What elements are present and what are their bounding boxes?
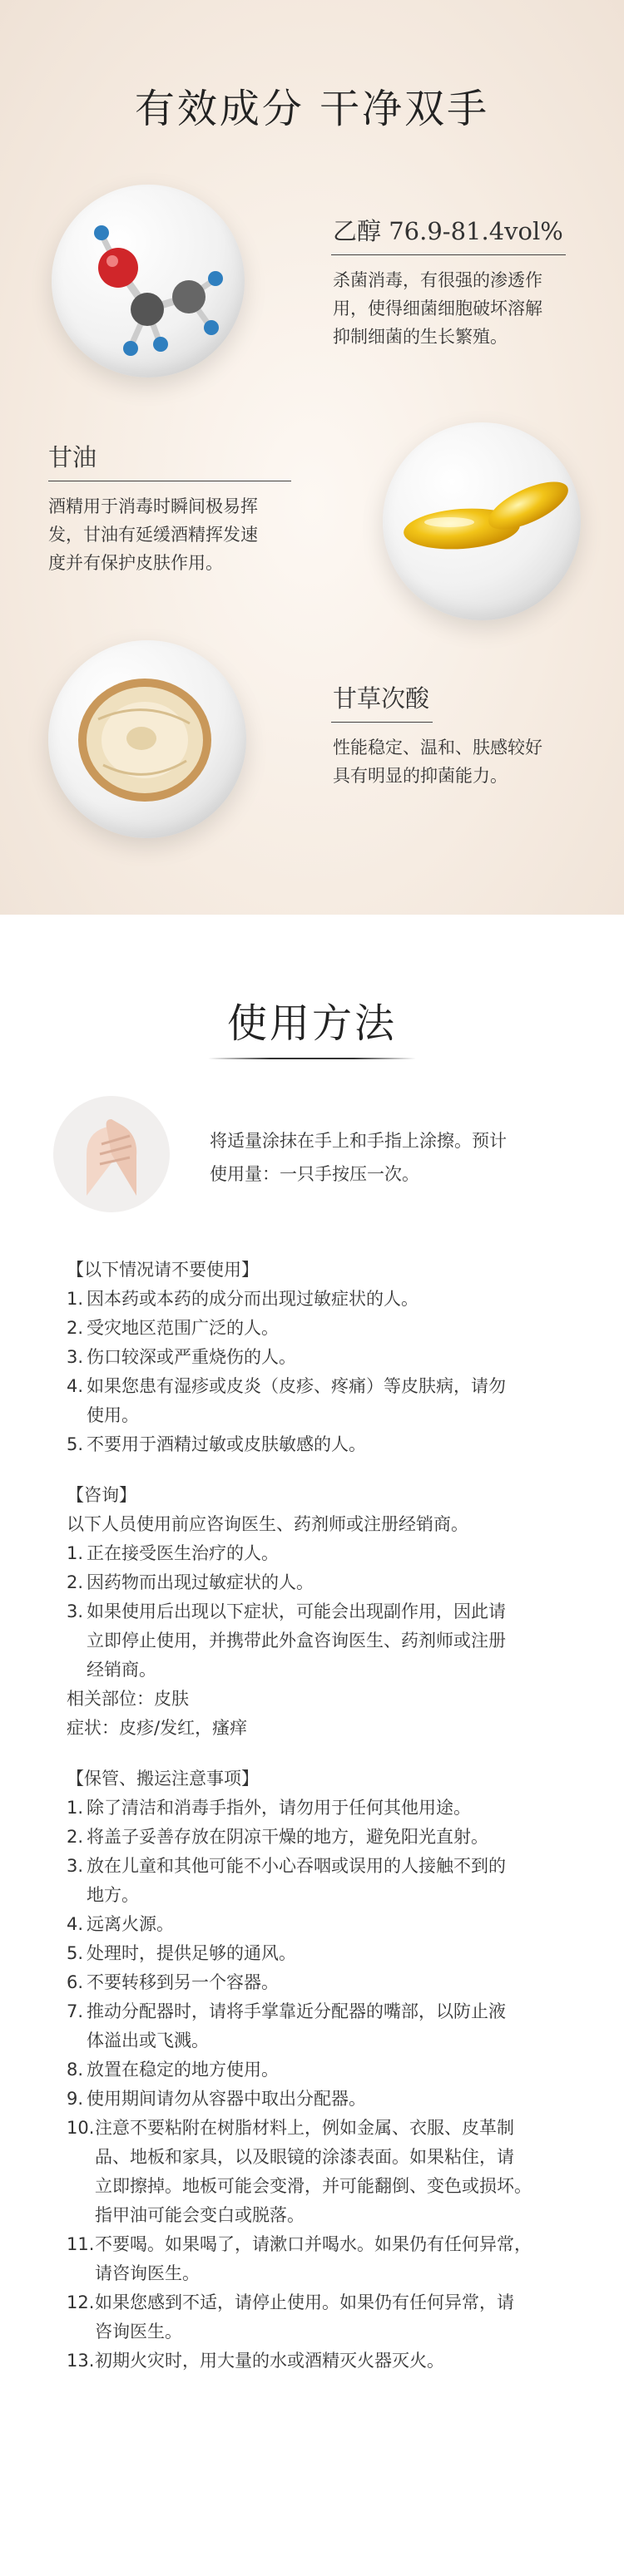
- list-item: 1. 因本药或本药的成分而出现过敏症状的人。: [67, 1289, 418, 1309]
- section-consult: [67, 1481, 582, 1743]
- precautions: [67, 1256, 582, 2376]
- glycerin-capsule-icon: [383, 422, 581, 620]
- ingredient-name-glycyrrhetinic: 甘草次酸: [333, 684, 430, 713]
- list-item: 2. 因药物而出现过敏症状的人。: [67, 1572, 314, 1592]
- list-item: 13. 初期火灾时，用大量的水或酒精灭火器灭火。: [67, 2351, 444, 2371]
- list-item: 3. 放在儿童和其他可能不小心吞咽或误用的人接触不到的 地方。: [67, 1856, 506, 1905]
- usage-instructions: 将适量涂抹在手上和手指上涂擦。预计 使用量：一只手按压一次。: [210, 1131, 507, 1184]
- licorice-root-icon: [48, 640, 246, 838]
- hands-rubbing-icon: [53, 1096, 170, 1212]
- list-item: 2. 受灾地区范围广泛的人。: [67, 1318, 279, 1338]
- list-item: 12. 如果您感到不适，请停止使用。如果仍有任何异常，请 咨询医生。: [67, 2292, 514, 2342]
- list-item: 7. 推动分配器时，请将手掌靠近分配器的嘴部，以防止液 体溢出或飞溅。: [67, 2001, 506, 2050]
- list-item: 10. 注意不要粘附在树脂材料上，例如金属、衣服、皮革制 品、地板和家具，以及眼镜的涂漆表面。如果粘住，请 立即擦掉。地板可能会变滑，并可能翻倒、变色或损坏。 指甲油可能会变白或脱落。: [67, 2118, 532, 2225]
- related-parts: 相关部位：皮肤: [67, 1689, 189, 1709]
- section-title: 【以下情况请不要使用】: [67, 1260, 259, 1280]
- divider: [331, 254, 566, 255]
- list-item: 5. 处理时，提供足够的通风。: [67, 1943, 296, 1963]
- list-item: 9. 使用期间请勿从容器中取出分配器。: [67, 2089, 366, 2109]
- section-title: 【保管、搬运注意事项】: [67, 1769, 259, 1789]
- ingredient-desc-glycerin: 酒精用于消毒时瞬间极易挥 发，甘油有延缓酒精挥发速 度并有保护皮肤作用。: [48, 496, 258, 573]
- symptoms: 症状：皮疹/发红，瘙痒: [67, 1718, 248, 1738]
- page-title: 有效成分 干净双手: [134, 86, 490, 132]
- list-item: 4. 远离火源。: [67, 1914, 174, 1934]
- list-item: 2. 将盖子妥善存放在阴凉干燥的地方，避免阳光直射。: [67, 1827, 488, 1847]
- ethanol-molecule-icon: [52, 185, 245, 378]
- section-storage: [67, 1764, 582, 2376]
- consult-intro: 以下人员使用前应咨询医生、药剂师或注册经销商。: [67, 1514, 468, 1534]
- heading-underline: [208, 1058, 416, 1059]
- list-item: 3. 如果使用后出现以下症状，可能会出现副作用，因此请 立即停止使用，并携带此外盒咨询医生、药剂师或注册 经销商。: [67, 1601, 506, 1680]
- list-item: 1. 除了清洁和消毒手指外，请勿用于任何其他用途。: [67, 1798, 471, 1818]
- usage-heading: 使用方法: [226, 1000, 397, 1047]
- list-item: 6. 不要转移到另一个容器。: [67, 1972, 279, 1992]
- list-item: 1. 正在接受医生治疗的人。: [67, 1543, 279, 1563]
- ingredient-name-glycerin: 甘油: [48, 443, 97, 471]
- list-item: 8. 放置在稳定的地方使用。: [67, 2060, 279, 2080]
- list-item: 11. 不要喝。如果喝了，请漱口并喝水。如果仍有任何异常， 请咨询医生。: [67, 2234, 532, 2283]
- ingredient-desc-glycyrrhetinic: 性能稳定、温和、肤感较好 具有明显的抑菌能力。: [333, 738, 542, 786]
- section-not-use: [67, 1256, 582, 1459]
- ingredient-name-ethanol: 乙醇 76.9-81.4vol%: [333, 217, 563, 245]
- list-item: 4. 如果您患有湿疹或皮炎（皮疹、疼痛）等皮肤病，请勿 使用。: [67, 1376, 506, 1425]
- divider: [331, 722, 433, 723]
- list-item: 3. 伤口较深或严重烧伤的人。: [67, 1347, 296, 1367]
- ingredient-desc-ethanol: 杀菌消毒，有很强的渗透作 用，使得细菌细胞破坏溶解 抑制细菌的生长繁殖。: [333, 270, 542, 347]
- list-item: 5. 不要用于酒精过敏或皮肤敏感的人。: [67, 1434, 366, 1454]
- section-title: 【咨询】: [67, 1485, 136, 1505]
